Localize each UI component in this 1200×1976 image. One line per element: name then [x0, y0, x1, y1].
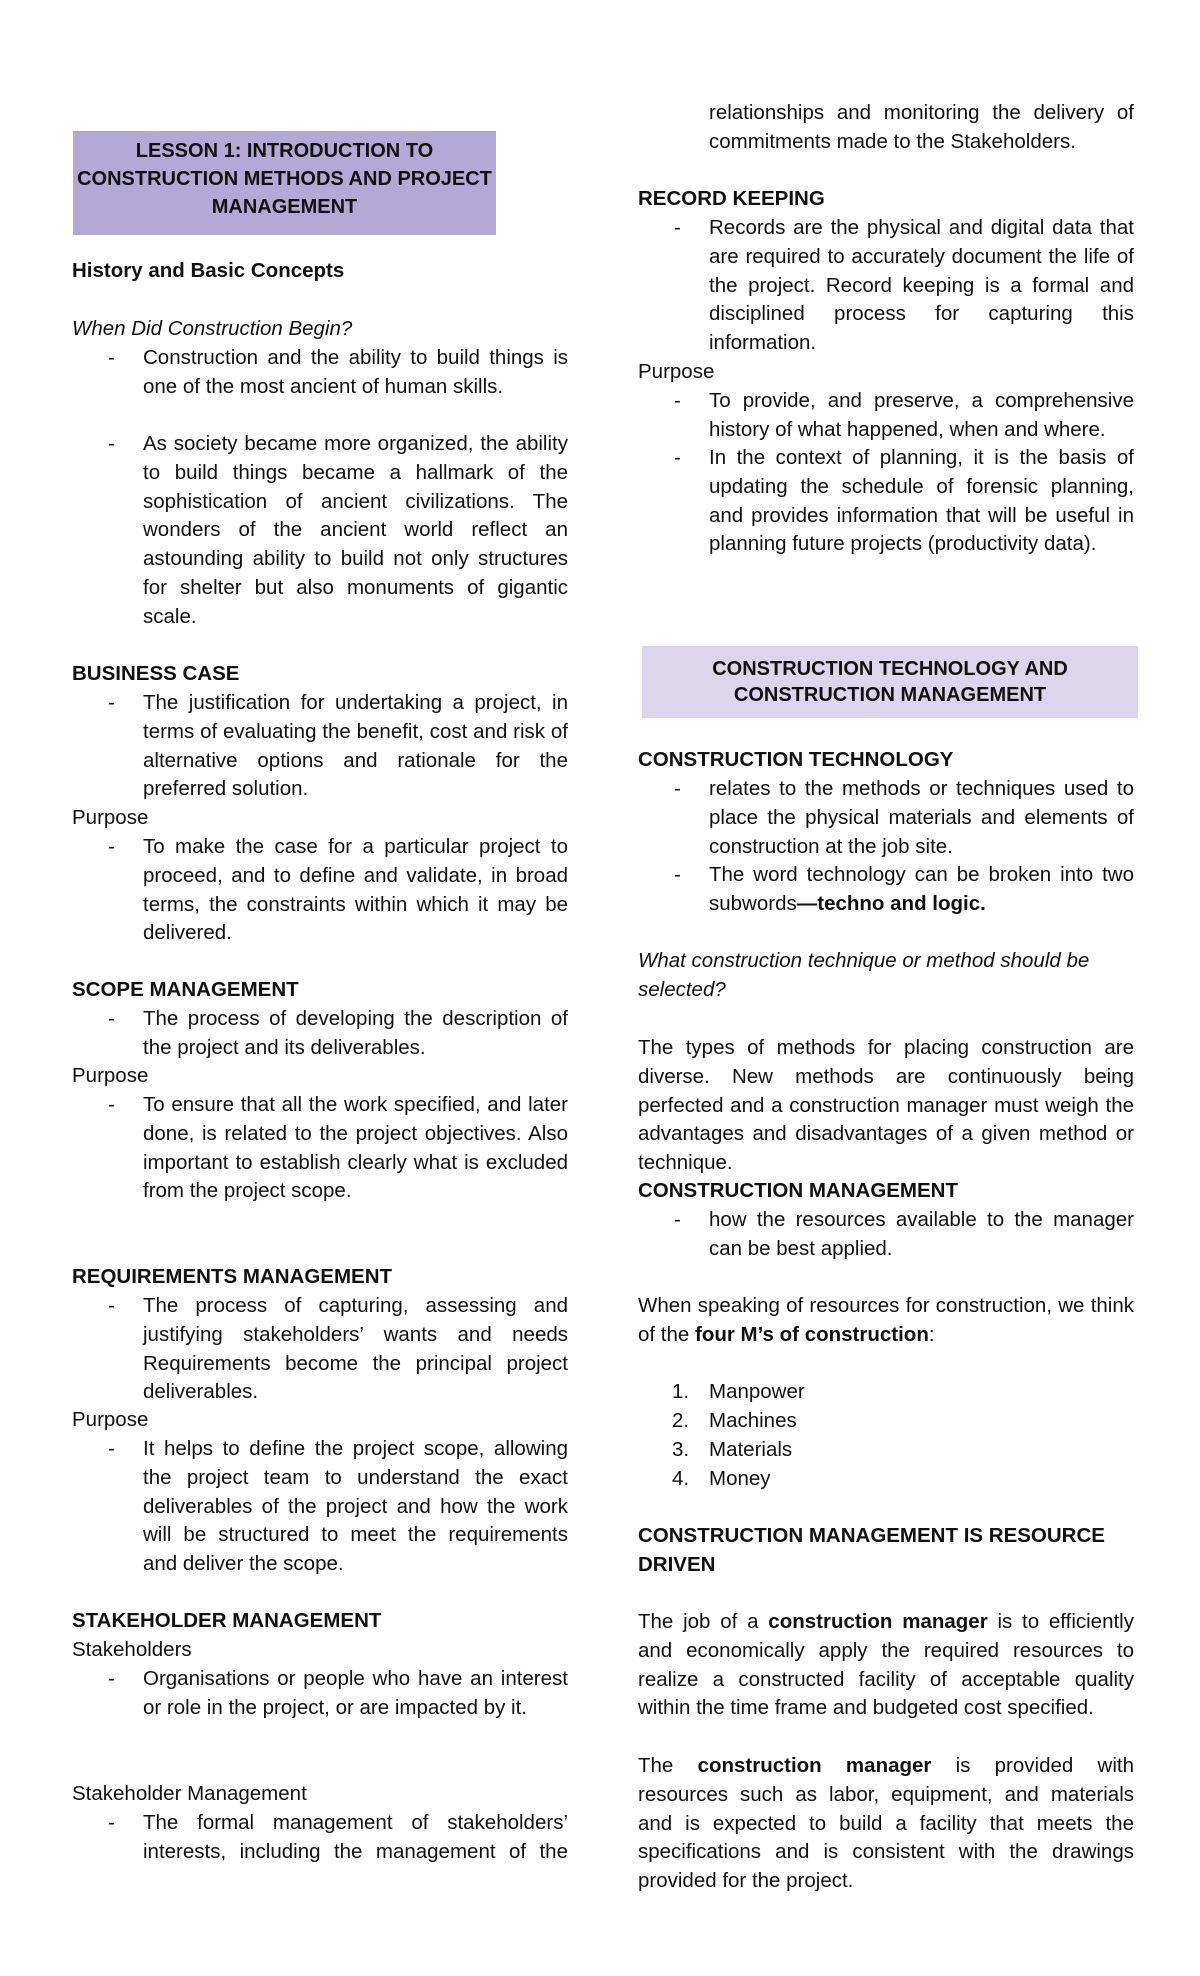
- list-item: [72, 1665, 568, 1723]
- list-number: 3.: [672, 1438, 690, 1461]
- dash-bullet: -: [108, 1007, 115, 1030]
- dash-bullet: -: [108, 1811, 115, 1834]
- list-item-text: The formal management of stakeholders’ interests, including the management of the: [143, 1811, 568, 1863]
- tech-paragraph: The types of methods for placing construction are diverse. New methods are continuously being perfected and a construction manager must weigh the advantages and disadvantages of a given method or technique.: [638, 1036, 1134, 1175]
- purpose-label: Purpose: [638, 360, 715, 383]
- list-item-text: Records are the physical and digital data that are required to accurately document the life of the project. Record keeping is a formal and disciplined process for capturing this information.: [709, 216, 1134, 355]
- history-heading: History and Basic Concepts: [72, 259, 345, 282]
- list-item-text: As society became more organized, the ability to build things became a hallmark of the sophistication of ancient civilizations. The wonders of the ancient world reflect an astounding ability to build not only structures for shelter but also monuments of gigantic scale.: [143, 432, 568, 628]
- manager-paragraph: [638, 1752, 1134, 1896]
- dash-bullet: -: [674, 863, 681, 886]
- stakeholders-subheading: Stakeholders: [72, 1638, 192, 1661]
- list-item-text-part: The word technology can be broken into two subwords: [709, 863, 1134, 915]
- list-item-text: Money: [709, 1467, 771, 1490]
- section-title-banner: [642, 646, 1138, 718]
- lesson-title: LESSON 1: INTRODUCTION TO CONSTRUCTION METHODS AND PROJECT MANAGEMENT: [77, 140, 492, 218]
- text-part: The: [638, 1754, 698, 1777]
- list-item: [638, 861, 1134, 919]
- list-item-text: To provide, and preserve, a comprehensive history of what happened, when and where.: [709, 389, 1134, 441]
- list-item: [72, 833, 568, 948]
- list-item-text: The process of developing the description of the project and its deliverables.: [143, 1007, 568, 1059]
- text-part: is provided with resources such as labor, equipment, and materials and is expected to build a facility that meets the specifications and is consistent with the drawings provided for the project.: [638, 1754, 1134, 1893]
- list-item: [638, 1206, 1134, 1264]
- list-item-text: Machines: [709, 1409, 797, 1432]
- dash-bullet: -: [674, 1208, 681, 1231]
- construction-manager-emphasis: construction manager: [768, 1610, 988, 1633]
- list-item: [638, 214, 1134, 358]
- numbered-item: [638, 1436, 1134, 1465]
- record-heading: RECORD KEEPING: [638, 187, 825, 210]
- list-item-text: Organisations or people who have an interest or role in the project, or are impacted by it.: [143, 1667, 568, 1719]
- business-case-heading: BUSINESS CASE: [72, 662, 240, 685]
- resource-driven-heading: CONSTRUCTION MANAGEMENT IS RESOURCE DRIVEN: [638, 1524, 1105, 1576]
- lesson-title-banner: [73, 131, 496, 235]
- text-part: is to efficiently and economically apply the required resources to realize a constructed facility of acceptable quality within the time frame and budgeted cost specified.: [638, 1610, 1134, 1720]
- techno-logic-emphasis: —techno and logic.: [796, 891, 986, 915]
- list-item: [72, 1809, 568, 1867]
- list-item-text: The justification for undertaking a project, in terms of evaluating the benefit, cost and risk of alternative options and rationale for the preferred solution.: [143, 691, 568, 801]
- list-item-text: To make the case for a particular project to proceed, and to define and validate, in broad terms, the constraints within which it may be delivered.: [143, 835, 568, 945]
- purpose-label: Purpose: [72, 1064, 149, 1087]
- dash-bullet: -: [108, 1093, 115, 1116]
- list-item-text: The process of capturing, assessing and justifying stakeholders’ wants and needs Requirements become the principal project deliverables.: [143, 1294, 568, 1404]
- dash-bullet: -: [674, 216, 681, 239]
- numbered-item: [638, 1407, 1134, 1436]
- dash-bullet: -: [108, 691, 115, 714]
- list-item: [72, 689, 568, 804]
- list-item: [72, 1005, 568, 1063]
- mgmt-heading: CONSTRUCTION MANAGEMENT: [638, 1179, 959, 1202]
- list-item-text: relates to the methods or techniques used to place the physical materials and elements of construction at the job site.: [709, 777, 1134, 858]
- numbered-item: [638, 1378, 1134, 1407]
- list-item-text: In the context of planning, it is the basis of updating the schedule of forensic planning, and provides information that will be useful in planning future projects (productivity data).: [709, 446, 1134, 556]
- list-item: [72, 1435, 568, 1579]
- list-item: [72, 344, 568, 402]
- history-question: When Did Construction Begin?: [72, 317, 353, 340]
- dash-bullet: -: [108, 1294, 115, 1317]
- text-part: :: [928, 1322, 935, 1346]
- dash-bullet: -: [674, 777, 681, 800]
- dash-bullet: -: [108, 1437, 115, 1460]
- construction-manager-emphasis: construction manager: [697, 1754, 932, 1777]
- list-item-continuation: [638, 99, 1134, 157]
- text-part: The job of a: [638, 1610, 769, 1633]
- list-item-text: To ensure that all the work specified, and later done, is related to the project objectives. Also important to establish clearly what is excluded from the project scope.: [143, 1093, 568, 1203]
- scope-heading: SCOPE MANAGEMENT: [72, 978, 299, 1001]
- list-item-text: [709, 861, 1134, 919]
- purpose-label: Purpose: [72, 806, 149, 829]
- dash-bullet: -: [674, 446, 681, 469]
- stakeholder-heading: STAKEHOLDER MANAGEMENT: [72, 1609, 382, 1632]
- dash-bullet: -: [108, 432, 115, 455]
- numbered-item: [638, 1465, 1134, 1494]
- list-item-text: It helps to define the project scope, allowing the project team to understand the exact deliverables of the project and how the work will be structured to meet the requirements and deliver the scope.: [143, 1437, 568, 1576]
- list-item: [638, 444, 1134, 559]
- section-title: CONSTRUCTION TECHNOLOGY AND CONSTRUCTION MANAGEMENT: [712, 658, 1068, 706]
- tech-question: What construction technique or method should be selected?: [638, 949, 1090, 1001]
- list-item: [72, 1292, 568, 1407]
- dash-bullet: -: [674, 389, 681, 412]
- list-item: [638, 775, 1134, 861]
- four-ms-emphasis: four M’s of construction: [695, 1322, 929, 1346]
- requirements-heading: REQUIREMENTS MANAGEMENT: [72, 1265, 393, 1288]
- purpose-label: Purpose: [72, 1408, 149, 1431]
- list-item-text: how the resources available to the manager can be best applied.: [709, 1208, 1134, 1260]
- list-item-text: relationships and monitoring the delivery of commitments made to the Stakeholders.: [709, 101, 1134, 153]
- dash-bullet: -: [108, 1667, 115, 1690]
- text-part: When speaking of resources for construction, we think of the: [638, 1294, 1134, 1346]
- list-item: [72, 1091, 568, 1206]
- list-number: 1.: [672, 1380, 690, 1403]
- dash-bullet: -: [108, 346, 115, 369]
- list-item-text: Construction and the ability to build things is one of the most ancient of human skills.: [143, 346, 568, 398]
- job-paragraph: [638, 1608, 1134, 1723]
- dash-bullet: -: [108, 835, 115, 858]
- stakeholder-management-subheading: Stakeholder Management: [72, 1782, 307, 1805]
- resources-paragraph: [638, 1292, 1134, 1350]
- list-number: 4.: [672, 1467, 690, 1490]
- list-item: [638, 387, 1134, 445]
- tech-heading: CONSTRUCTION TECHNOLOGY: [638, 748, 954, 771]
- list-item-text: Materials: [709, 1438, 793, 1461]
- list-item-text: Manpower: [709, 1380, 805, 1403]
- list-number: 2.: [672, 1409, 690, 1432]
- list-item: [72, 430, 568, 632]
